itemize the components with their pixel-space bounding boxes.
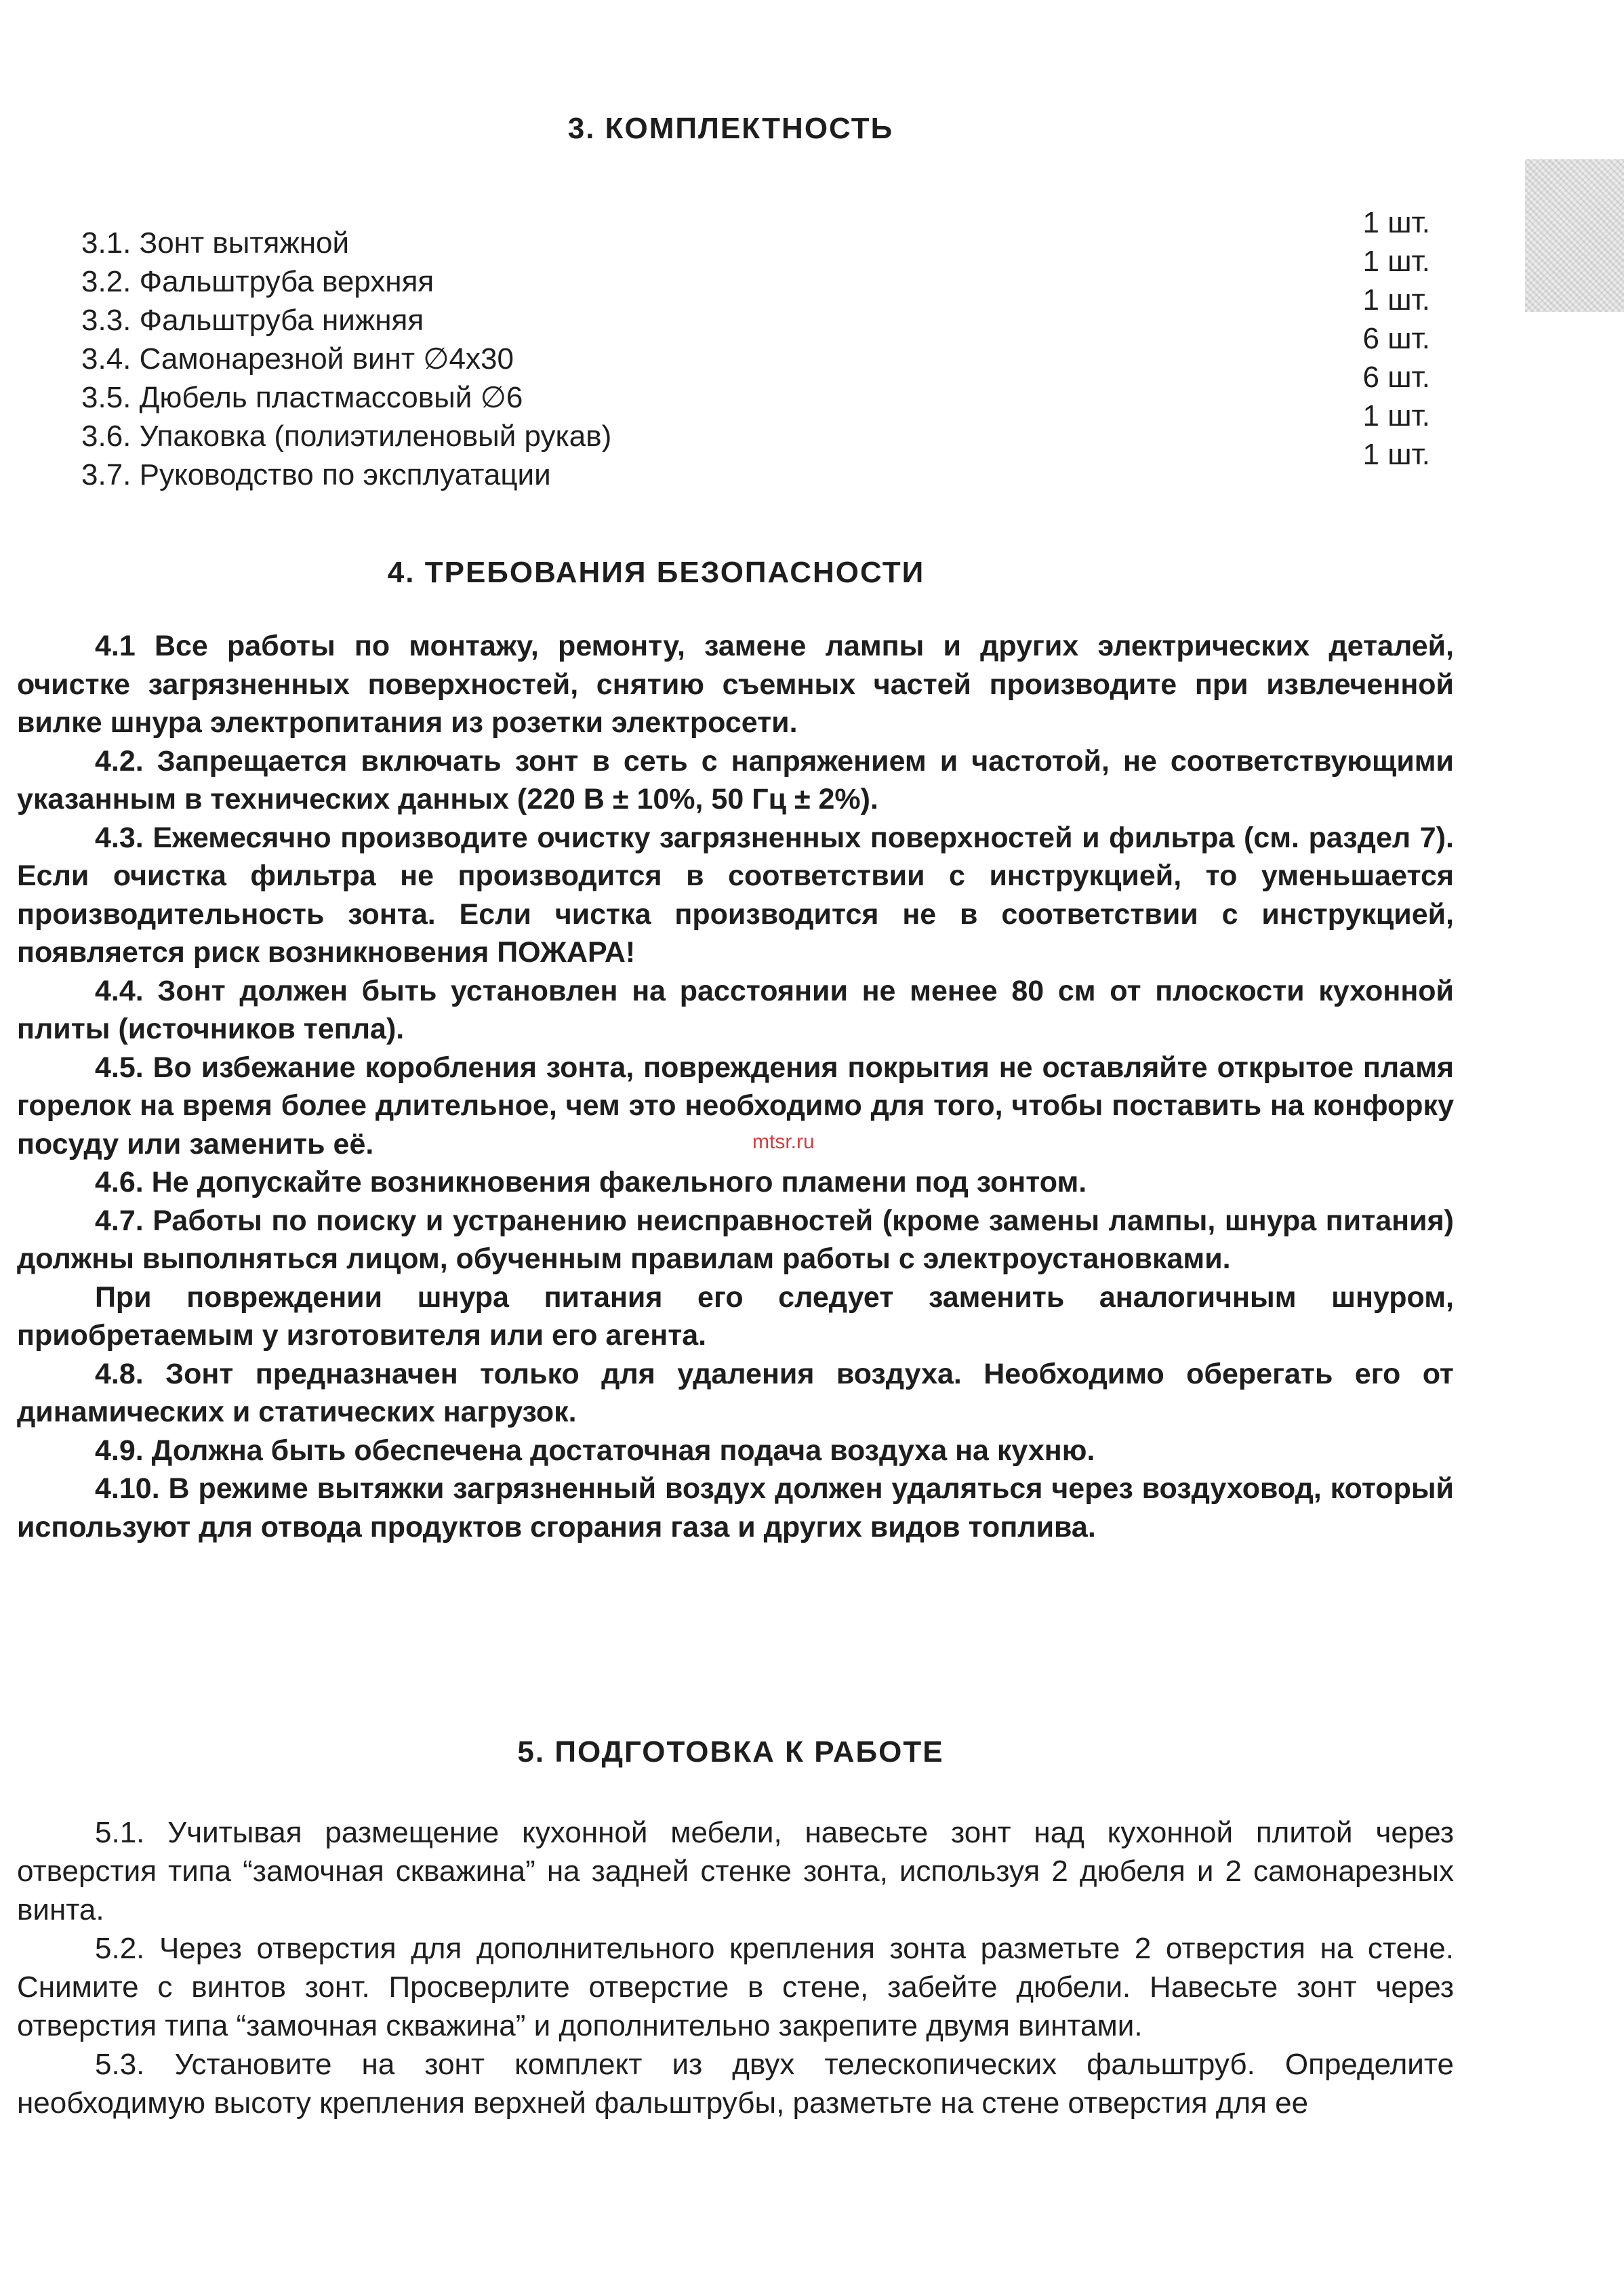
list-item [81,397,1430,453]
paragraph: 4.10. В режиме вытяжки загрязненный воздух должен удаляться через воздуховод, который используют для отвода продуктов сгорания газа и других видов топлива. [17,1472,1454,1543]
list-item [81,203,1430,260]
item-quantity: 1 шт. [1362,399,1430,432]
safety-requirements-text [17,627,1454,1546]
item-name: 3.6. Упаковка (полиэтиленовый рукав) [81,420,612,453]
paragraph: 4.9. Должна быть обеспечена достаточная подача воздуха на кухню. [95,1434,1095,1467]
list-item [81,319,1430,376]
watermark: mtsr.ru [752,1131,815,1153]
item-name: 3.1. Зонт вытяжной [81,226,350,260]
contents-list [81,203,1430,491]
paragraph: 4.2. Запрещается включать зонт в сеть с напряжением и частотой, не соответствующими указанным в технических данных (220 В ± 10%, 50 Гц ± 2%). [17,744,1454,815]
paragraph: 4.3. Ежемесячно производите очистку загрязненных поверхностей и фильтра (см. раздел 7). Если очистка фильтра не производится в соответствии с инструкцией, то уменьшается производительность зонта. Если чистка производится не в соответствии с инструкцией, появляется риск возникновения ПОЖАРА! [17,821,1454,969]
paragraph: 4.6. Не допускайте возникновения факельного пламени под зонтом. [95,1166,1087,1198]
item-quantity: 1 шт. [1362,206,1430,239]
item-quantity: 1 шт. [1362,245,1430,278]
scan-artifact [1525,159,1624,312]
item-quantity: 1 шт. [1362,283,1430,317]
paragraph: 4.5. Во избежание коробления зонта, повреждения покрытия не оставляйте открытое пламя горелок на время более длительное, чем это необходимо для того, чтобы поставить на конфорку посуду или заменить её. [17,1051,1454,1160]
paragraph: 5.2. Через отверстия для дополнительного крепления зонта разметьте 2 отверстия на стене. Снимите с винтов зонт. Просверлите отверстие в стене, забейте дюбели. Навесьте зонт через отверстия типа “замочная скважина” и дополнительно закрепите двумя винтами. [17,1932,1454,2042]
paragraph: 4.1 Все работы по монтажу, ремонту, замене лампы и других электрических деталей, очистке загрязненных поверхностей, снятию съемных частей производите при извлеченной вилке шнура электропитания из розетки электросети. [17,630,1454,739]
paragraph: 5.3. Установите на зонт комплект из двух телескопических фальштруб. Определите необходимую высоту крепления верхней фальштрубы, разметьте на стене отверстия для ее [17,2048,1454,2120]
item-name: 3.3. Фальштруба нижняя [81,304,424,337]
item-name: 3.2. Фальштруба верхняя [81,265,434,298]
item-quantity: 1 шт. [1362,438,1430,471]
section-3-title: 3. КОМПЛЕКТНОСТЬ [567,112,894,145]
paragraph: При повреждении шнура питания его следует заменить аналогичным шнуром, приобретаемым у изготовителя или его агента. [17,1280,1454,1352]
item-name: 3.7. Руководство по эксплуатации [81,458,551,491]
list-item [81,281,1430,337]
item-name: 3.5. Дюбель пластмассовый ∅6 [81,381,523,414]
paragraph: 4.4. Зонт должен быть установлен на расстоянии не менее 80 см от плоскости кухонной плиты (источников тепла). [17,974,1454,1045]
item-quantity: 6 шт. [1362,322,1430,355]
section-4-title: 4. ТРЕБОВАНИЯ БЕЗОПАСНОСТИ [387,556,925,589]
list-item [81,358,1430,414]
paragraph: 4.7. Работы по поиску и устранению неисправностей (кроме замены лампы, шнура питания) должны выполняться лицом, обученным правилам работы с электроустановками. [17,1204,1454,1275]
list-item [81,435,1430,491]
preparation-text [17,1813,1454,2122]
item-quantity: 6 шт. [1362,361,1430,394]
paragraph: 5.1. Учитывая размещение кухонной мебели, навесьте зонт над кухонной плитой через отверстия типа “замочная скважина” на задней стенке зонта, используя 2 дюбеля и 2 самонарезных винта. [17,1816,1454,1926]
list-item [81,242,1430,298]
section-5-title: 5. ПОДГОТОВКА К РАБОТЕ [517,1735,944,1769]
paragraph: 4.8. Зонт предназначен только для удаления воздуха. Необходимо оберегать его от динамических и статических нагрузок. [17,1357,1454,1428]
item-name: 3.4. Самонарезной винт ∅4х30 [81,342,514,376]
